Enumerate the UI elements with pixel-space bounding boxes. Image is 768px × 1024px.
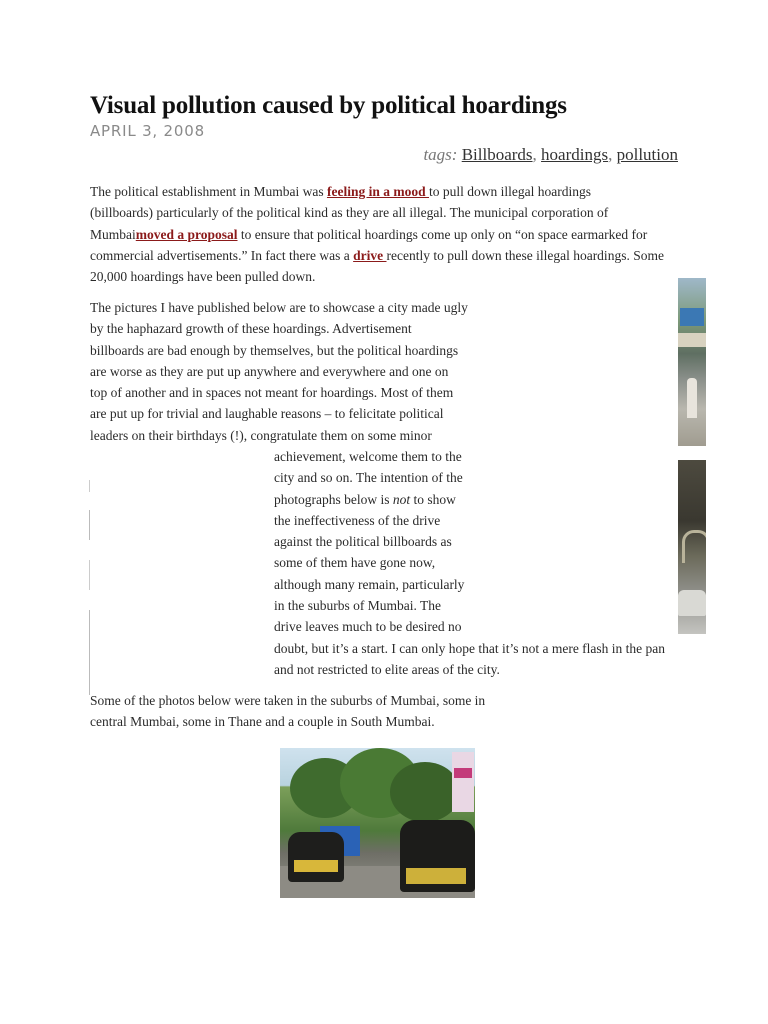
text-line: city and so on. The intention of the <box>274 470 463 486</box>
link-drive[interactable]: drive <box>353 247 387 263</box>
text-span: commercial advertisements.” In fact there was a <box>90 247 354 263</box>
text-line <box>274 489 679 510</box>
text-line: The pictures I have published below are to showcase a city made ugly <box>90 300 468 315</box>
street-photo-hoardings-right-top <box>678 278 706 446</box>
text-line: some of them have gone now, <box>274 555 436 571</box>
text-line: in the suburbs of Mumbai. The <box>274 598 441 614</box>
text-line: drive leaves much to be desired no <box>274 619 462 635</box>
photo-detail <box>678 333 706 347</box>
paragraph-photo-locations <box>90 690 680 733</box>
paragraph-pictures-top <box>90 297 480 446</box>
photo-detail <box>687 378 697 418</box>
photo-detail <box>294 860 338 872</box>
text-line: billboards are bad enough by themselves, but the political hoardings <box>90 342 459 358</box>
tag-separator: , <box>532 145 537 164</box>
photo-detail <box>406 868 466 884</box>
text-line: central Mumbai, some in Thane and a couple in South Mumbai. <box>90 714 435 730</box>
photo-detail <box>400 820 475 892</box>
paragraph-pictures-continued <box>274 446 679 680</box>
tag-link-hoardings[interactable]: hoardings <box>541 145 609 164</box>
image-placeholder-edge <box>89 480 90 695</box>
text-line: leaders on their birthdays (!), congratulate them on some minor <box>90 427 432 443</box>
text-line: are put up for trivial and laughable reasons – to felicitate political <box>90 406 444 422</box>
text-span: Mumbai <box>90 226 136 242</box>
text-span: The political establishment in Mumbai was <box>90 184 327 199</box>
text-line: the ineffectiveness of the drive <box>274 512 441 528</box>
photo-detail <box>288 832 344 882</box>
photo-detail <box>390 762 460 822</box>
text-line: although many remain, particularly <box>274 576 465 592</box>
text-line: are worse as they are put up anywhere and everywhere and one on <box>90 363 449 379</box>
article-date: APRIL 3, 2008 <box>90 122 205 140</box>
text-line <box>90 181 680 202</box>
tag-list <box>423 145 678 165</box>
text-line: Some of the photos below were taken in the suburbs of Mumbai, some in <box>90 693 486 708</box>
text-line: achievement, welcome them to the <box>274 449 462 464</box>
paragraph-intro <box>90 181 680 287</box>
text-line <box>90 224 680 245</box>
emphasis-not: not <box>392 491 411 507</box>
text-line: against the political billboards as <box>274 534 452 550</box>
text-line: 20,000 hoardings have been pulled down. <box>90 269 316 285</box>
photo-detail <box>678 590 706 616</box>
photo-detail <box>452 752 474 812</box>
tag-link-billboards[interactable]: Billboards <box>461 145 533 164</box>
text-line: (billboards) particularly of the political kind as they are all illegal. The municipal corporation of <box>90 205 609 221</box>
tags-label: tags: <box>423 145 458 164</box>
tag-link-pollution[interactable]: pollution <box>616 145 678 164</box>
text-line: and not restricted to elite areas of the city. <box>274 661 500 677</box>
link-moved-a-proposal[interactable]: moved a proposal <box>135 226 238 242</box>
text-span: recently to pull down these illegal hoardings. Some <box>386 247 664 263</box>
tag-separator: , <box>608 145 613 164</box>
text-span: photographs below is <box>274 491 393 507</box>
photo-detail <box>454 768 472 778</box>
photo-detail <box>680 308 704 326</box>
photo-detail <box>682 530 706 563</box>
text-span: to ensure that political hoardings come up only on “on space earmarked for <box>237 226 648 242</box>
article-title: Visual pollution caused by political hoardings <box>90 92 567 119</box>
text-span: to show <box>410 491 456 507</box>
text-span: to pull down illegal hoardings <box>428 184 591 199</box>
text-line: doubt, but it’s a start. I can only hope that it’s not a mere flash in the pan <box>274 640 666 656</box>
link-feeling-in-a-mood[interactable]: feeling in a mood <box>326 184 429 199</box>
text-line <box>90 245 680 266</box>
text-line: by the haphazard growth of these hoardings. Advertisement <box>90 321 412 337</box>
text-line: top of another and in spaces not meant for hoardings. Most of them <box>90 385 454 401</box>
street-photo-autorickshaws <box>280 748 475 898</box>
street-photo-flyover-right <box>678 460 706 634</box>
